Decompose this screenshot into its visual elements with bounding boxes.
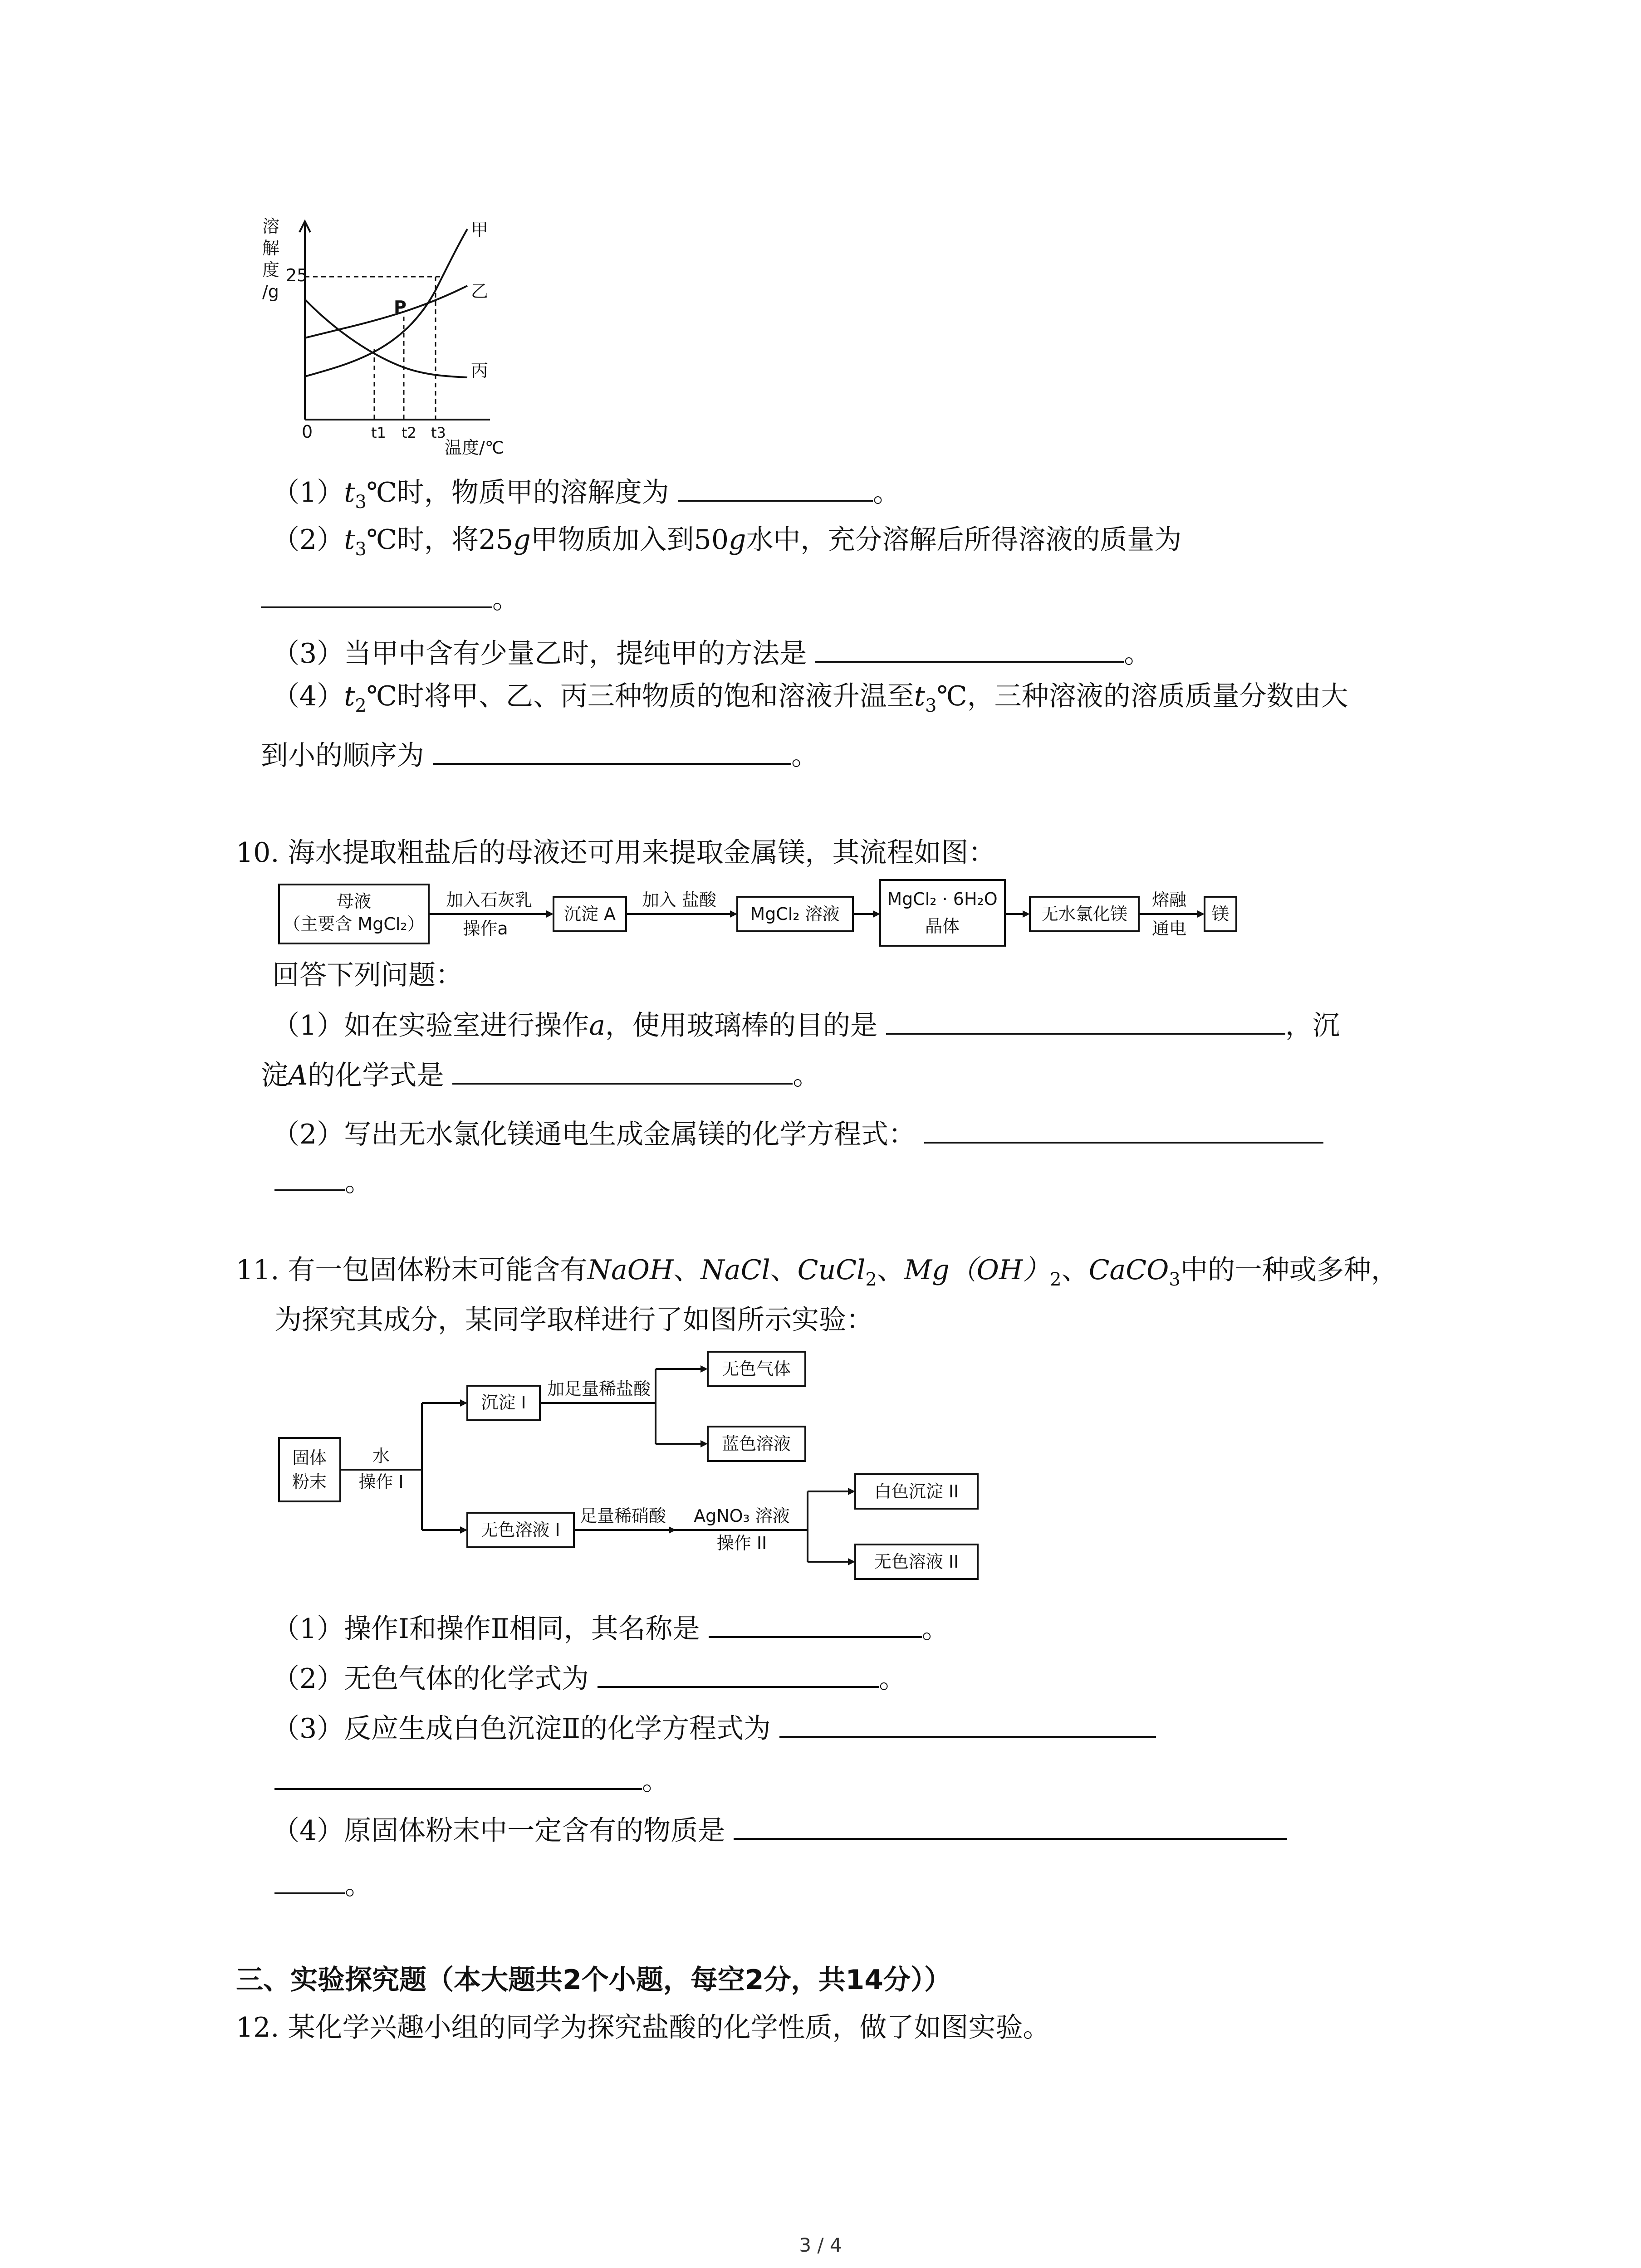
- graph-xlabel: 温度/℃: [445, 438, 505, 458]
- flow11-blue-solution-label: 蓝色溶液: [721, 1434, 791, 1454]
- q11-p4-cont: 。: [274, 1864, 372, 1903]
- section-3-title: 三、实验探究题（本大题共2个小题，每空2分，共14分））: [236, 1964, 951, 1996]
- q9-p3-answer-blank[interactable]: [815, 633, 1124, 663]
- q11-p3-answer-blank-cont[interactable]: [274, 1760, 642, 1790]
- flow11-agno3-label: AgNO₃ 溶液: [694, 1506, 790, 1526]
- q10-p2-answer-blank[interactable]: [924, 1114, 1323, 1144]
- q9-p2-answer-blank[interactable]: [261, 578, 492, 608]
- q11-p1: （1）操作Ⅰ和操作Ⅱ相同，其名称是 。: [272, 1608, 949, 1647]
- q11-p4-answer-blank[interactable]: [734, 1810, 1287, 1840]
- graph-ylabel-3: 度: [262, 260, 280, 280]
- q10-p2-answer-blank-cont[interactable]: [274, 1161, 345, 1191]
- q11-stem: 11. 有一包固体粉末可能含有NaOH、NaCl、CuCl$_2$、$Mg(OH)_2$、CaCO$_3$中的一种或多种，: [236, 1254, 1398, 1290]
- graph-curve-label-bing: 丙: [471, 361, 489, 381]
- q11-p1-answer-blank[interactable]: [709, 1608, 922, 1638]
- flow10-magnesium-label: 镁: [1211, 904, 1230, 924]
- graph-origin: 0: [302, 422, 313, 442]
- graph-xtick-t3: t3: [431, 424, 446, 441]
- q9-p4-cont: 到小的顺序为 。: [261, 735, 818, 774]
- flow10-mother-liquor-sub: （主要含 MgCl₂）: [283, 914, 425, 934]
- q11-p3-cont: 。: [274, 1760, 669, 1799]
- flow11-water-label: 水: [372, 1446, 390, 1466]
- q12-stem: 12. 某化学兴趣小组的同学为探究盐酸的化学性质，做了如图实验。: [236, 2012, 1050, 2043]
- flow10-arrow5-top: 熔融: [1151, 890, 1187, 910]
- flow11-operation-2-label: 操作 II: [716, 1533, 767, 1553]
- flow10-arrow1-top: 加入石灰乳: [446, 890, 533, 910]
- q11-flowchart: [277, 1349, 994, 1585]
- graph-ylabel-2: 解: [262, 238, 280, 258]
- q11-p4-answer-blank-cont[interactable]: [274, 1864, 345, 1894]
- flow11-precipitate-1-label: 沉淀 I: [481, 1393, 526, 1413]
- flow11-white-precipitate-2-label: 白色沉淀 II: [874, 1481, 959, 1501]
- graph-curve-bing: [305, 299, 467, 377]
- flow11-powder-label-1: 固体: [292, 1448, 327, 1468]
- q11-p2: （2）无色气体的化学式为 。: [272, 1658, 906, 1697]
- flow11-colorless-gas-label: 无色气体: [721, 1359, 791, 1379]
- q11-stem-line2: 为探究其成分，某同学取样进行了如图所示实验：: [274, 1304, 873, 1336]
- page-number: 3 / 4: [799, 2234, 842, 2256]
- q10-p2: （2）写出无水氯化镁通电生成金属镁的化学方程式：: [272, 1114, 1323, 1153]
- graph-curve-yi: [305, 286, 467, 338]
- solubility-graph: [254, 213, 535, 458]
- q10-flowchart: [277, 878, 1243, 950]
- flow10-precipitate-a-label: 沉淀 A: [563, 904, 616, 924]
- q11-p3: （3）反应生成白色沉淀Ⅱ的化学方程式为: [272, 1708, 1156, 1747]
- q10-answer-prompt: 回答下列问题：: [272, 959, 463, 991]
- q10-p1-answer-blank[interactable]: [886, 1005, 1285, 1035]
- q9-p1-answer-blank[interactable]: [678, 472, 873, 502]
- graph-ylabel-4: /g: [262, 282, 279, 302]
- flow10-arrow5-bottom: 通电: [1151, 919, 1187, 938]
- q9-p4-answer-blank[interactable]: [433, 735, 791, 765]
- flow10-mother-liquor-label: 母液: [336, 891, 372, 911]
- flow10-arrow1-bottom: 操作a: [463, 919, 508, 938]
- flow10-anhydrous-label: 无水氯化镁: [1041, 904, 1128, 924]
- q9-p4: $(4)t_2℃$时将甲、乙、丙三种物质的饱和溶液升温至$t_3℃$，三种溶液的溶质质量分数由大: [272, 680, 1348, 716]
- flow11-colorless-solution-2-label: 无色溶液 II: [874, 1552, 959, 1572]
- graph-point-label: P: [394, 297, 407, 317]
- graph-xtick-t1: t1: [371, 424, 386, 441]
- graph-xtick-t2: t2: [402, 424, 416, 441]
- q9-p1: $(1)t_3℃$时，物质甲的溶解度为 。: [272, 472, 900, 520]
- flow11-powder-label-2: 粉末: [292, 1472, 327, 1492]
- q9-p2-cont: 。: [261, 578, 519, 617]
- q11-p4: （4）原固体粉末中一定含有的物质是: [272, 1810, 1287, 1849]
- graph-curve-label-jia: 甲: [471, 220, 489, 240]
- graph-curve-jia: [305, 229, 467, 376]
- q10-stem: 10. 海水提取粗盐后的母液还可用来提取金属镁，其流程如图：: [236, 837, 996, 869]
- q11-p3-answer-blank[interactable]: [779, 1708, 1156, 1738]
- q9-p2: $(2)t_3℃$时，将25g甲物质加入到50g水中，充分溶解后所得溶液的质量为: [272, 524, 1182, 560]
- q11-p2-answer-blank[interactable]: [598, 1658, 879, 1688]
- flow11-colorless-solution-1-label: 无色溶液 I: [480, 1520, 560, 1540]
- flow10-crystal-formula: MgCl₂ · 6H₂O: [887, 889, 998, 909]
- q10-p1-formula-blank[interactable]: [452, 1055, 793, 1085]
- flow11-hcl-label: 加足量稀盐酸: [547, 1379, 651, 1399]
- flow10-arrow2-top: 加入 盐酸: [642, 890, 717, 910]
- flow11-box-powder: [279, 1438, 340, 1501]
- q10-p1: （1）如在实验室进行操作a，使用玻璃棒的目的是 ，沉: [272, 1005, 1340, 1044]
- graph-curve-label-yi: 乙: [471, 281, 489, 301]
- graph-ytick-25: 25: [286, 265, 308, 285]
- flow11-operation-1-label: 操作 I: [358, 1472, 404, 1492]
- q9-p3: （3）当甲中含有少量乙时，提纯甲的方法是 。: [272, 633, 1151, 672]
- graph-ylabel-1: 溶: [262, 216, 280, 236]
- flow10-mgcl2-solution-label: MgCl₂ 溶液: [750, 904, 840, 924]
- flow11-hno3-label: 足量稀硝酸: [579, 1506, 666, 1526]
- flow10-crystal-label: 晶体: [925, 916, 960, 936]
- q10-p2-cont: 。: [274, 1161, 372, 1200]
- q10-p1-cont: 淀A的化学式是 。: [261, 1055, 820, 1094]
